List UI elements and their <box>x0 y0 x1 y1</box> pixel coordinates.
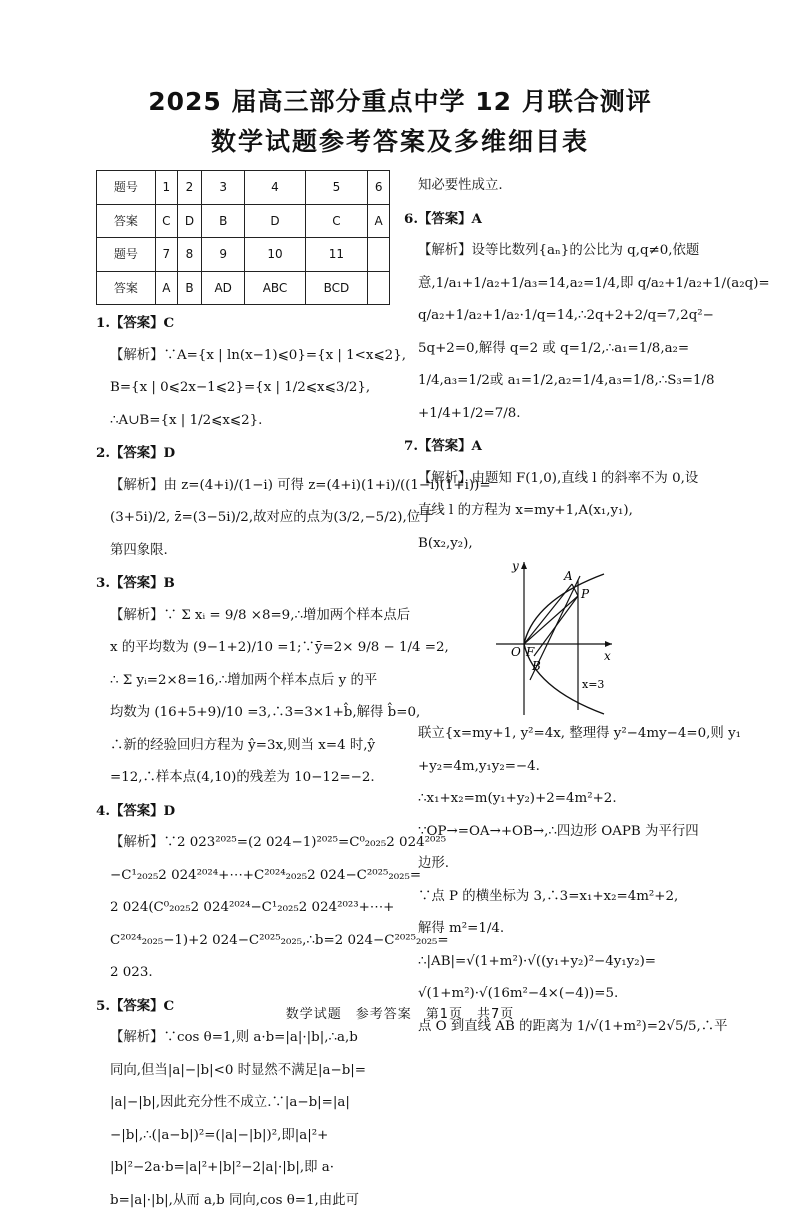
answer-table-cell <box>368 271 390 305</box>
answer-table-cell: 4 <box>245 171 305 205</box>
answer-table-row <box>97 271 390 305</box>
label-f: F <box>525 645 535 659</box>
answer-table-cell: AD <box>202 271 245 305</box>
label-o: O <box>511 645 521 659</box>
answer-heading: 4.【答案】D <box>96 795 392 828</box>
solution-line: 5q+2=0,解得 q=2 或 q=1/2,∴a₁=1/8,a₂= <box>404 333 704 366</box>
solution-line: 【解析】∵cos θ=1,则 a·b=|a|·|b|,∴a,b <box>96 1022 392 1055</box>
solution-line: 知必要性成立. <box>404 170 704 203</box>
answer-table-row <box>97 238 390 272</box>
solution-line: 联立{x=my+1, y²=4x, 整理得 y²−4my−4=0,则 y₁ <box>404 718 704 751</box>
solution-line: ∵OP→=OA→+OB→,∴四边形 OAPB 为平行四 <box>404 816 704 849</box>
answer-table-cell: 答案 <box>97 204 156 238</box>
answer-table-cell: 5 <box>305 171 368 205</box>
answer-table-cell: 9 <box>202 238 245 272</box>
solution-line: =12,∴样本点(4,10)的残差为 10−12=−2. <box>96 762 392 795</box>
solution-line: ∴|AB|=√(1+m²)·√((y₁+y₂)²−4y₁y₂)= <box>404 946 704 979</box>
label-y: y <box>511 559 519 573</box>
left-solutions <box>96 307 392 1217</box>
solution-line: 均数为 (16+5+9)/10 =3,∴3=3×1+b̂,解得 b̂=0, <box>96 697 392 730</box>
solution-line: 直线 l 的方程为 x=my+1,A(x₁,y₁), <box>404 495 704 528</box>
solution-line: 同向,但当|a|−|b|<0 时显然不满足|a−b|= <box>96 1055 392 1088</box>
label-b: B <box>531 659 541 673</box>
solution-line: 第四象限. <box>96 535 392 568</box>
solution-line: ∴A∪B={x | 1/2⩽x⩽2}. <box>96 405 392 438</box>
answer-table-cell: 答案 <box>97 271 156 305</box>
answer-table-cell: 题号 <box>97 171 156 205</box>
answer-table-cell: C <box>305 204 368 238</box>
parabola-graph <box>494 560 614 718</box>
solution-line: b=|a|·|b|,从而 a,b 同向,cos θ=1,由此可 <box>96 1185 392 1217</box>
answer-heading: 1.【答案】C <box>96 307 392 340</box>
answer-table-cell: A <box>155 271 177 305</box>
answer-table-cell: 6 <box>368 171 390 205</box>
solution-line: +y₂=4m,y₁y₂=−4. <box>404 751 704 784</box>
answer-table-cell: 10 <box>245 238 305 272</box>
label-x: x <box>604 649 611 663</box>
solution-line: ∴新的经验回归方程为 ŷ=3x,则当 x=4 时,ŷ <box>96 730 392 763</box>
answer-table-cell: 题号 <box>97 238 156 272</box>
solution-line: |b|²−2a·b=|a|²+|b|²−2|a|·|b|,即 a· <box>96 1152 392 1185</box>
label-x-3: x=3 <box>582 678 604 691</box>
solution-line: 意,1/a₁+1/a₂+1/a₃=14,a₂=1/4,即 q/a₂+1/a₂+1/(a₂q)= <box>404 268 704 301</box>
answer-heading: 7.【答案】A <box>404 430 704 463</box>
answer-heading: 6.【答案】A <box>404 203 704 236</box>
solution-line: C²⁰²⁴₂₀₂₅−1)+2 024−C²⁰²⁵₂₀₂₅,∴b=2 024−C²⁰²⁵₂₀₂₅= <box>96 925 392 958</box>
page-title: 2025 届高三部分重点中学 12 月联合测评 <box>0 82 800 118</box>
right-solutions-bottom <box>404 718 704 1043</box>
solution-line: ∴x₁+x₂=m(y₁+y₂)+2=4m²+2. <box>404 783 704 816</box>
answer-table-cell: C <box>155 204 177 238</box>
y-axis-arrow <box>521 562 527 569</box>
solution-line: 1/4,a₃=1/2或 a₁=1/2,a₂=1/4,a₃=1/8,∴S₃=1/8 <box>404 365 704 398</box>
solution-line: +1/4+1/2=7/8. <box>404 398 704 431</box>
answer-table-cell: 7 <box>155 238 177 272</box>
solution-line: |a|−|b|,因此充分性不成立.∵|a−b|=|a| <box>96 1087 392 1120</box>
answer-table-cell: A <box>368 204 390 238</box>
right-solutions-top <box>404 170 704 560</box>
answer-table-row <box>97 171 390 205</box>
solution-line: 点 O 到直线 AB 的距离为 1/√(1+m²)=2√5/5,∴平 <box>404 1011 704 1044</box>
answer-heading: 5.【答案】C <box>96 990 392 1023</box>
answer-heading: 3.【答案】B <box>96 567 392 600</box>
solution-line: ∵点 P 的横坐标为 3,∴3=x₁+x₂=4m²+2, <box>404 881 704 914</box>
answer-table-cell: 2 <box>177 171 201 205</box>
answer-heading: 2.【答案】D <box>96 437 392 470</box>
solution-line: 【解析】∵ Σ xᵢ = 9/8 ×8=9,∴增加两个样本点后 <box>96 600 392 633</box>
solution-line: 2 023. <box>96 957 392 990</box>
page-footer: 数学试题 参考答案 第1页 共7页 <box>0 1003 800 1022</box>
solution-line: (3+5i)/2, z̄=(3−5i)/2,故对应的点为(3/2,−5/2),位于 <box>96 502 392 535</box>
solution-line: 解得 m²=1/4. <box>404 913 704 946</box>
answer-table-cell: D <box>245 204 305 238</box>
solution-line: −C¹₂₀₂₅2 024²⁰²⁴+⋯+C²⁰²⁴₂₀₂₅2 024−C²⁰²⁵₂₀₂₅= <box>96 860 392 893</box>
solution-line: 边形. <box>404 848 704 881</box>
label-p: P <box>580 587 590 601</box>
answer-table-cell: ABC <box>245 271 305 305</box>
answer-table-cell: 8 <box>177 238 201 272</box>
left-column <box>96 170 392 1217</box>
answer-table-cell: 11 <box>305 238 368 272</box>
solution-line: ∴ Σ yᵢ=2×8=16,∴增加两个样本点后 y 的平 <box>96 665 392 698</box>
solution-line: 2 024(C⁰₂₀₂₅2 024²⁰²⁴−C¹₂₀₂₅2 024²⁰²³+⋯+ <box>96 892 392 925</box>
page-subtitle: 数学试题参考答案及多维细目表 <box>0 122 800 158</box>
answer-table-cell: 1 <box>155 171 177 205</box>
answer-table-cell: BCD <box>305 271 368 305</box>
solution-line: x 的平均数为 (9−1+2)/10 =1;∵ȳ=2× 9/8 − 1/4 =2, <box>96 632 392 665</box>
solution-line: 【解析】∵2 023²⁰²⁵=(2 024−1)²⁰²⁵=C⁰₂₀₂₅2 024²⁰²⁵ <box>96 827 392 860</box>
solution-line: 【解析】设等比数列{aₙ}的公比为 q,q≠0,依题 <box>404 235 704 268</box>
solution-line: −|b|,∴(|a−b|)²=(|a|−|b|)²,即|a|²+ <box>96 1120 392 1153</box>
solution-line: B(x₂,y₂), <box>404 528 704 561</box>
answer-table-cell: B <box>202 204 245 238</box>
answer-table-cell <box>368 238 390 272</box>
solution-line: 【解析】∵A={x | ln(x−1)⩽0}={x | 1<x⩽2}, <box>96 340 392 373</box>
solution-line: 【解析】由 z=(4+i)/(1−i) 可得 z=(4+i)(1+i)/((1−i)(1+i))= <box>96 470 392 503</box>
right-column <box>404 170 704 1043</box>
solution-line: 【解析】由题知 F(1,0),直线 l 的斜率不为 0,设 <box>404 463 704 496</box>
answer-table-cell: B <box>177 271 201 305</box>
solution-line: √(1+m²)·√(16m²−4×(−4))=5. <box>404 978 704 1011</box>
segment-bp <box>534 596 578 656</box>
answer-table-row <box>97 204 390 238</box>
answer-table-cell: D <box>177 204 201 238</box>
answer-table-cell: 3 <box>202 171 245 205</box>
label-a: A <box>563 569 573 583</box>
x-axis-arrow <box>605 641 612 647</box>
solution-line: B={x | 0⩽2x−1⩽2}={x | 1/2⩽x⩽3/2}, <box>96 372 392 405</box>
solution-line: q/a₂+1/a₂+1/a₂·1/q=14,∴2q+2+2/q=7,2q²− <box>404 300 704 333</box>
parabola-figure <box>404 560 704 718</box>
answer-table <box>96 170 390 305</box>
